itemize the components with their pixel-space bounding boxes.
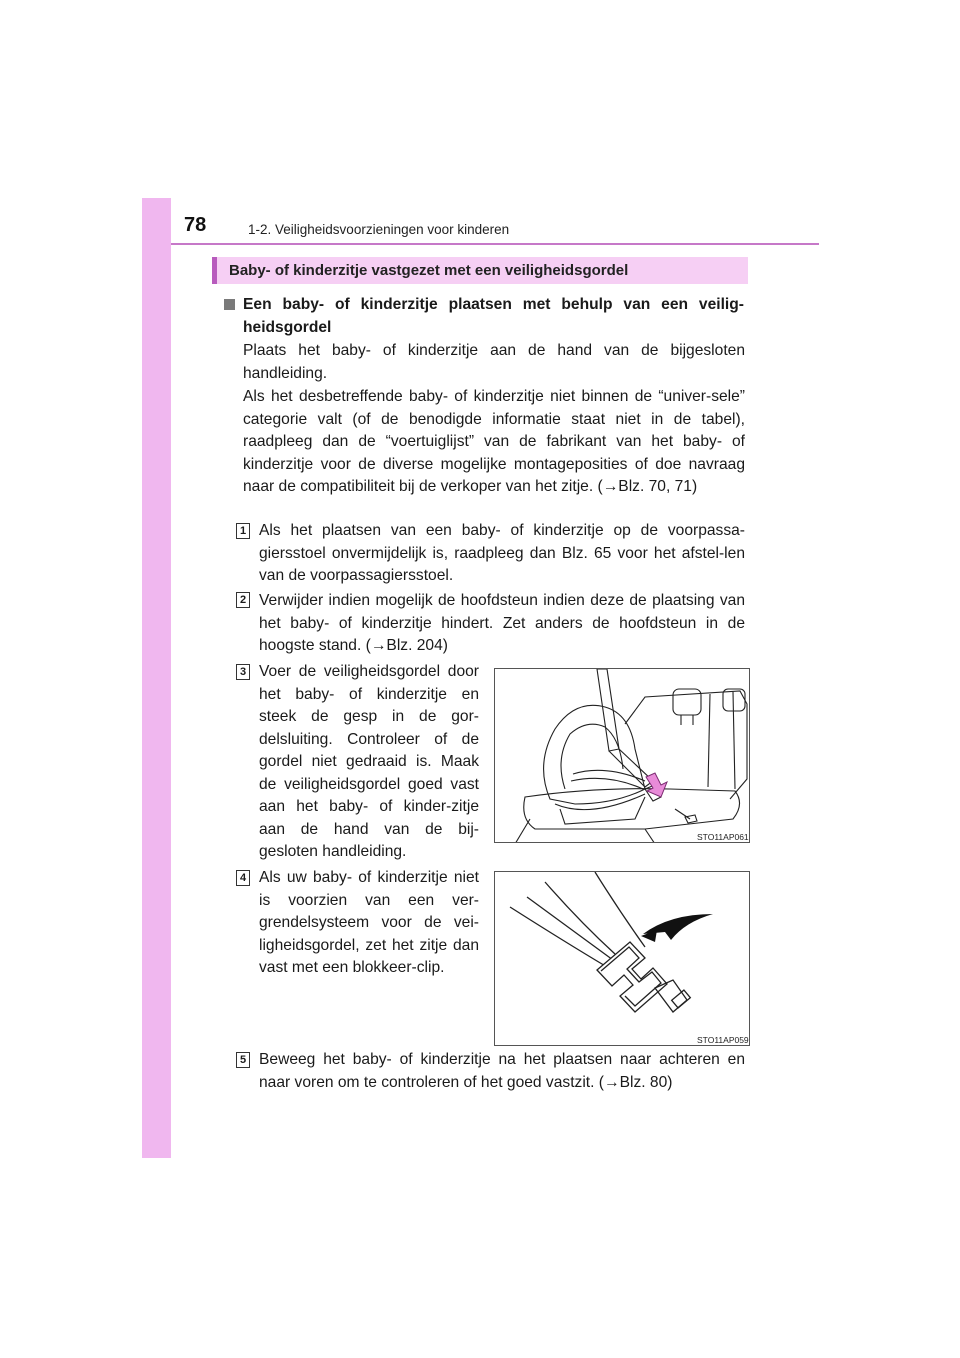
- page-number: 78: [184, 214, 207, 236]
- section-title: Baby- of kinderzitje vastgezet met een veiligheidsgordel: [229, 262, 629, 279]
- step-1-text: Als het plaatsen van een baby- of kinderzitje op de voorpassa-giersstoel onvermijdelijk is, raadpleeg dan Blz. 65 voor het afstel-len van de voorpassagiersstoel.: [259, 522, 745, 584]
- step-1-badge: 1: [236, 523, 250, 539]
- step-5-badge: 5: [236, 1052, 250, 1068]
- step-5-text: Beweeg het baby- of kinderzitje na het plaatsen naar achteren en naar voren om te controleren of het goed vastzit. (→Blz. 80): [259, 1051, 745, 1091]
- subsection-heading: [224, 294, 744, 339]
- locking-clip-illustration: [495, 872, 750, 1046]
- subsection-heading-text: Een baby- of kinderzitje plaatsen met behulp van een veilig-heidsgordel: [243, 296, 744, 336]
- step-2-badge: 2: [236, 592, 250, 608]
- header-rule: [171, 243, 819, 245]
- chapter-sidebar-tab: [142, 198, 171, 1158]
- child-seat-illustration: [495, 669, 750, 843]
- figure-2-code: STO11AP059: [697, 1035, 749, 1045]
- figure-1-code: STO11AP061: [697, 832, 749, 842]
- bullet-square-icon: [224, 299, 235, 310]
- paragraph-compatibility: Als het desbetreffende baby- of kinderzitje niet binnen de “univer-sele” categorie valt (of de benodigde informatie staat niet in de tabel), raadpleeg dan de “voertuiglijst” van de fabrikant van het baby- of kinderzitje voor de diverse mogelijke montageposities of doe navraag naar de compatibiliteit bij de verkoper van het zitje. (→Blz. 70, 71): [243, 388, 745, 495]
- step-3-badge: 3: [236, 664, 250, 680]
- paragraph-intro: Plaats het baby- of kinderzitje aan de hand van de bijgesloten handleiding.: [243, 342, 745, 382]
- figure-locking-clip: [494, 871, 750, 1046]
- section-title-bar: [212, 257, 748, 284]
- step-2-text: Verwijder indien mogelijk de hoofdsteun indien deze de plaatsing van het baby- of kinderzitje hindert. Zet anders de hoofdsteun in de hoogste stand. (→Blz. 204): [259, 592, 745, 654]
- step-3-text: Voer de veiligheidsgordel door het baby- of kinderzitje en steek de gesp in de gor-delsluiting. Controleer of de gordel niet gedraaid is. Maak de veiligheidsgordel goed vast aan het baby- of kinder-zitje aan de hand van de bij-gesloten handleiding.: [259, 663, 479, 860]
- step-4-text: Als uw baby- of kinderzitje niet is voorzien van een ver-grendelsysteem voor de vei-ligheidsgordel, zet het zitje dan vast met een blokkeer-clip.: [259, 869, 479, 976]
- step-4-badge: 4: [236, 870, 250, 886]
- running-head: 1-2. Veiligheidsvoorzieningen voor kinderen: [248, 222, 510, 237]
- figure-child-seat-belt: [494, 668, 750, 843]
